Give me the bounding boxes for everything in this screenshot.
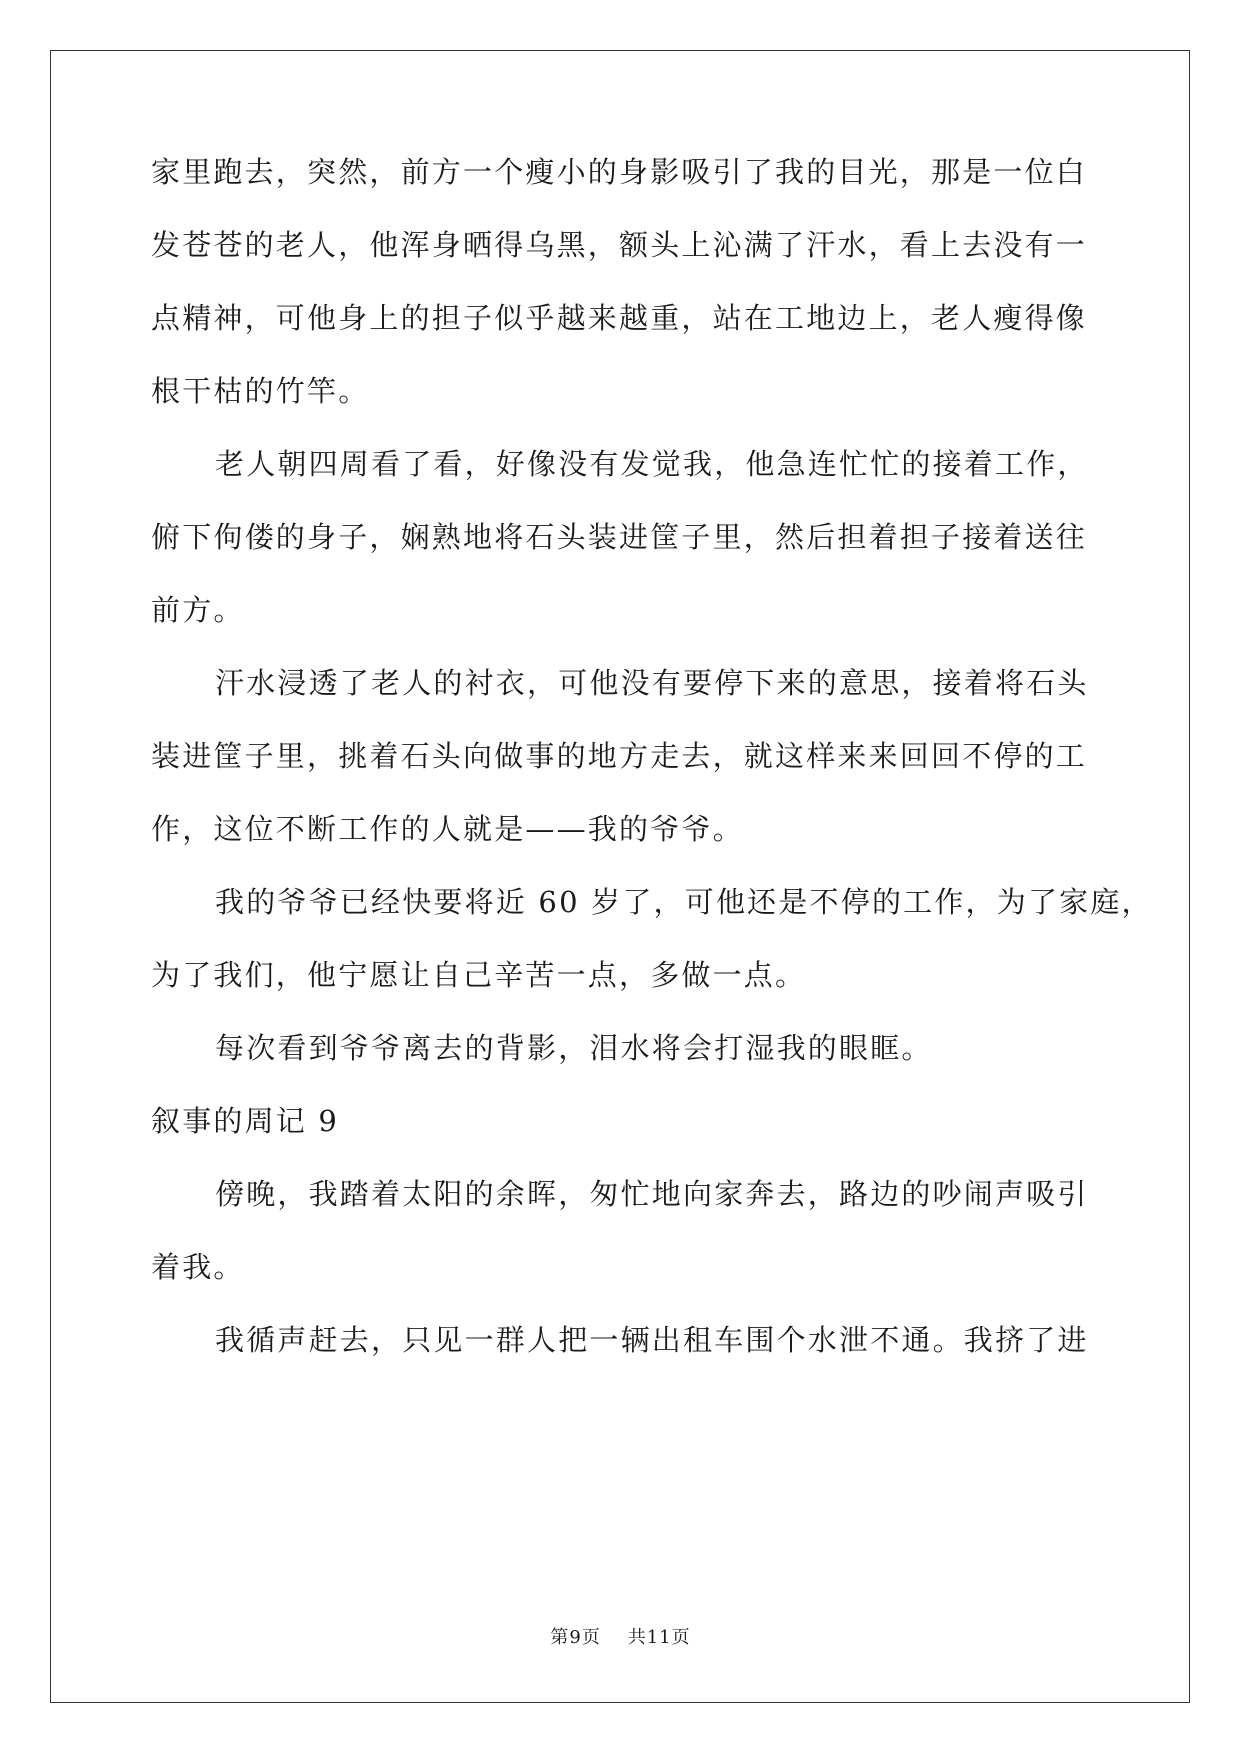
text-line: 着我。 [151,1250,245,1284]
text-line: 为了我们，他宁愿让自己辛苦一点，多做一点。 [151,958,807,992]
page-number: 9 [569,1627,582,1648]
text-line: 根干枯的竹竿。 [151,374,370,408]
text-line: 前方。 [151,593,245,627]
text-line: 家里跑去，突然，前方一个瘦小的身影吸引了我的目光，那是一位白 [151,155,1088,189]
text-line: 汗水浸透了老人的衬衣，可他没有要停下来的意思，接着将石头 [215,666,1089,700]
text-line: 每次看到爷爷离去的背影，泪水将会打湿我的眼眶。 [215,1031,933,1065]
text-line: 点精神，可他身上的担子似乎越来越重，站在工地边上，老人瘦得像 [151,301,1088,335]
text-line: 老人朝四周看了看，好像没有发觉我，他急连忙忙的接着工作， [215,447,1089,481]
page-footer [0,1626,1241,1650]
text-line: 傍晚，我踏着太阳的余晖，匆忙地向家奔去，路边的吵闹声吸引 [215,1177,1089,1211]
section-heading: 叙事的周记 9 [151,1104,340,1138]
footer-page-suffix: 页 [581,1627,601,1648]
text-line: 俯下佝偻的身子，娴熟地将石头装进筐子里，然后担着担子接着送往 [151,520,1088,554]
footer-total-prefix: 共 [627,1627,647,1648]
text-line: 作，这位不断工作的人就是——我的爷爷。 [151,812,744,846]
text-line: 装进筐子里，挑着石头向做事的地方走去，就这样来来回回不停的工 [151,739,1088,773]
footer-total-suffix: 页 [671,1627,691,1648]
text-line: 我循声赶去，只见一群人把一辆出租车围个水泄不通。我挤了进 [215,1323,1089,1357]
total-pages: 11 [646,1627,672,1648]
footer-prefix: 第 [550,1627,570,1648]
text-line: 我的爷爷已经快要将近 60 岁了，可他还是不停的工作，为了家庭， [215,885,1153,919]
text-line: 发苍苍的老人，他浑身晒得乌黑，额头上沁满了汗水，看上去没有一 [151,228,1088,262]
